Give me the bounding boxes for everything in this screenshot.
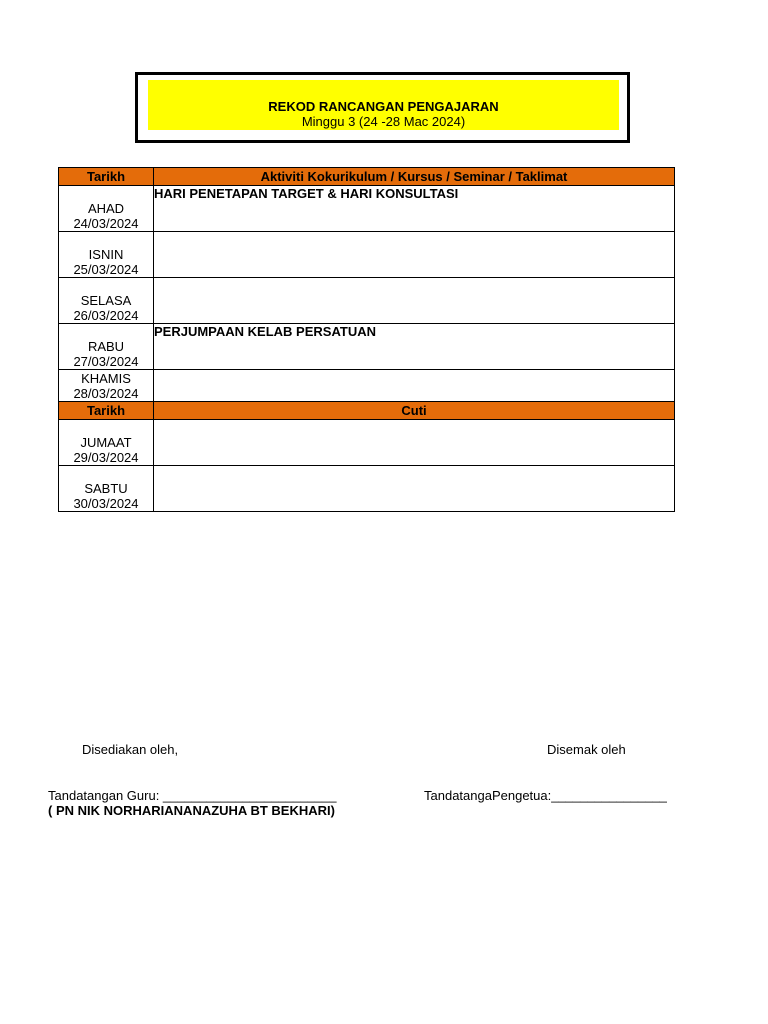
activity-cell xyxy=(154,370,675,402)
teacher-signature-line: Tandatangan Guru: ________________________ xyxy=(48,788,337,803)
table-header-row xyxy=(59,168,675,186)
date-cell xyxy=(59,278,154,324)
header-date: Tarikh xyxy=(59,168,154,186)
table-row xyxy=(59,186,675,232)
holiday-header-row xyxy=(59,402,675,420)
day-label: AHAD xyxy=(87,201,125,216)
table-row xyxy=(59,466,675,512)
date-label: 25/03/2024 xyxy=(73,262,139,277)
title-banner xyxy=(148,80,619,130)
table-row xyxy=(59,278,675,324)
table-row xyxy=(59,420,675,466)
date-label: 28/03/2024 xyxy=(73,386,139,401)
activity-cell xyxy=(154,232,675,278)
table-row xyxy=(59,232,675,278)
checked-by-label: Disemak oleh xyxy=(547,742,626,757)
activity-table xyxy=(58,167,675,512)
date-label: 27/03/2024 xyxy=(73,354,139,369)
table-row xyxy=(59,324,675,370)
day-label: KHAMIS xyxy=(81,371,131,386)
activity-cell xyxy=(154,278,675,324)
date-cell xyxy=(59,420,154,466)
document-title: REKOD RANCANGAN PENGAJARAN xyxy=(268,99,499,114)
date-cell xyxy=(59,186,154,232)
day-label: JUMAAT xyxy=(80,435,132,450)
date-label: 29/03/2024 xyxy=(73,450,139,465)
day-label: RABU xyxy=(87,339,125,354)
date-cell xyxy=(59,324,154,370)
date-label: 30/03/2024 xyxy=(73,496,139,511)
header-activity: Aktiviti Kokurikulum / Kursus / Seminar / Taklimat xyxy=(154,168,675,186)
table-row xyxy=(59,370,675,402)
prepared-by-label: Disediakan oleh, xyxy=(82,742,179,757)
activity-cell: PERJUMPAAN KELAB PERSATUAN xyxy=(154,324,675,370)
holiday-header-date: Tarikh xyxy=(59,402,154,420)
date-label: 26/03/2024 xyxy=(73,308,139,323)
date-cell xyxy=(59,370,154,402)
principal-signature-line: TandatangaPengetua:________________ xyxy=(424,788,667,803)
activity-cell xyxy=(154,420,675,466)
day-label: ISNIN xyxy=(88,247,124,262)
day-label: SABTU xyxy=(84,481,128,496)
activity-cell: HARI PENETAPAN TARGET & HARI KONSULTASI xyxy=(154,186,675,232)
day-label: SELASA xyxy=(80,293,132,308)
holiday-header-label: Cuti xyxy=(154,402,675,420)
week-subtitle: Minggu 3 (24 -28 Mac 2024) xyxy=(301,114,466,129)
activity-cell xyxy=(154,466,675,512)
date-cell xyxy=(59,466,154,512)
date-label: 24/03/2024 xyxy=(73,216,139,231)
date-cell xyxy=(59,232,154,278)
teacher-name: ( PN NIK NORHARIANANAZUHA BT BEKHARI) xyxy=(48,803,335,818)
title-box xyxy=(135,72,630,143)
